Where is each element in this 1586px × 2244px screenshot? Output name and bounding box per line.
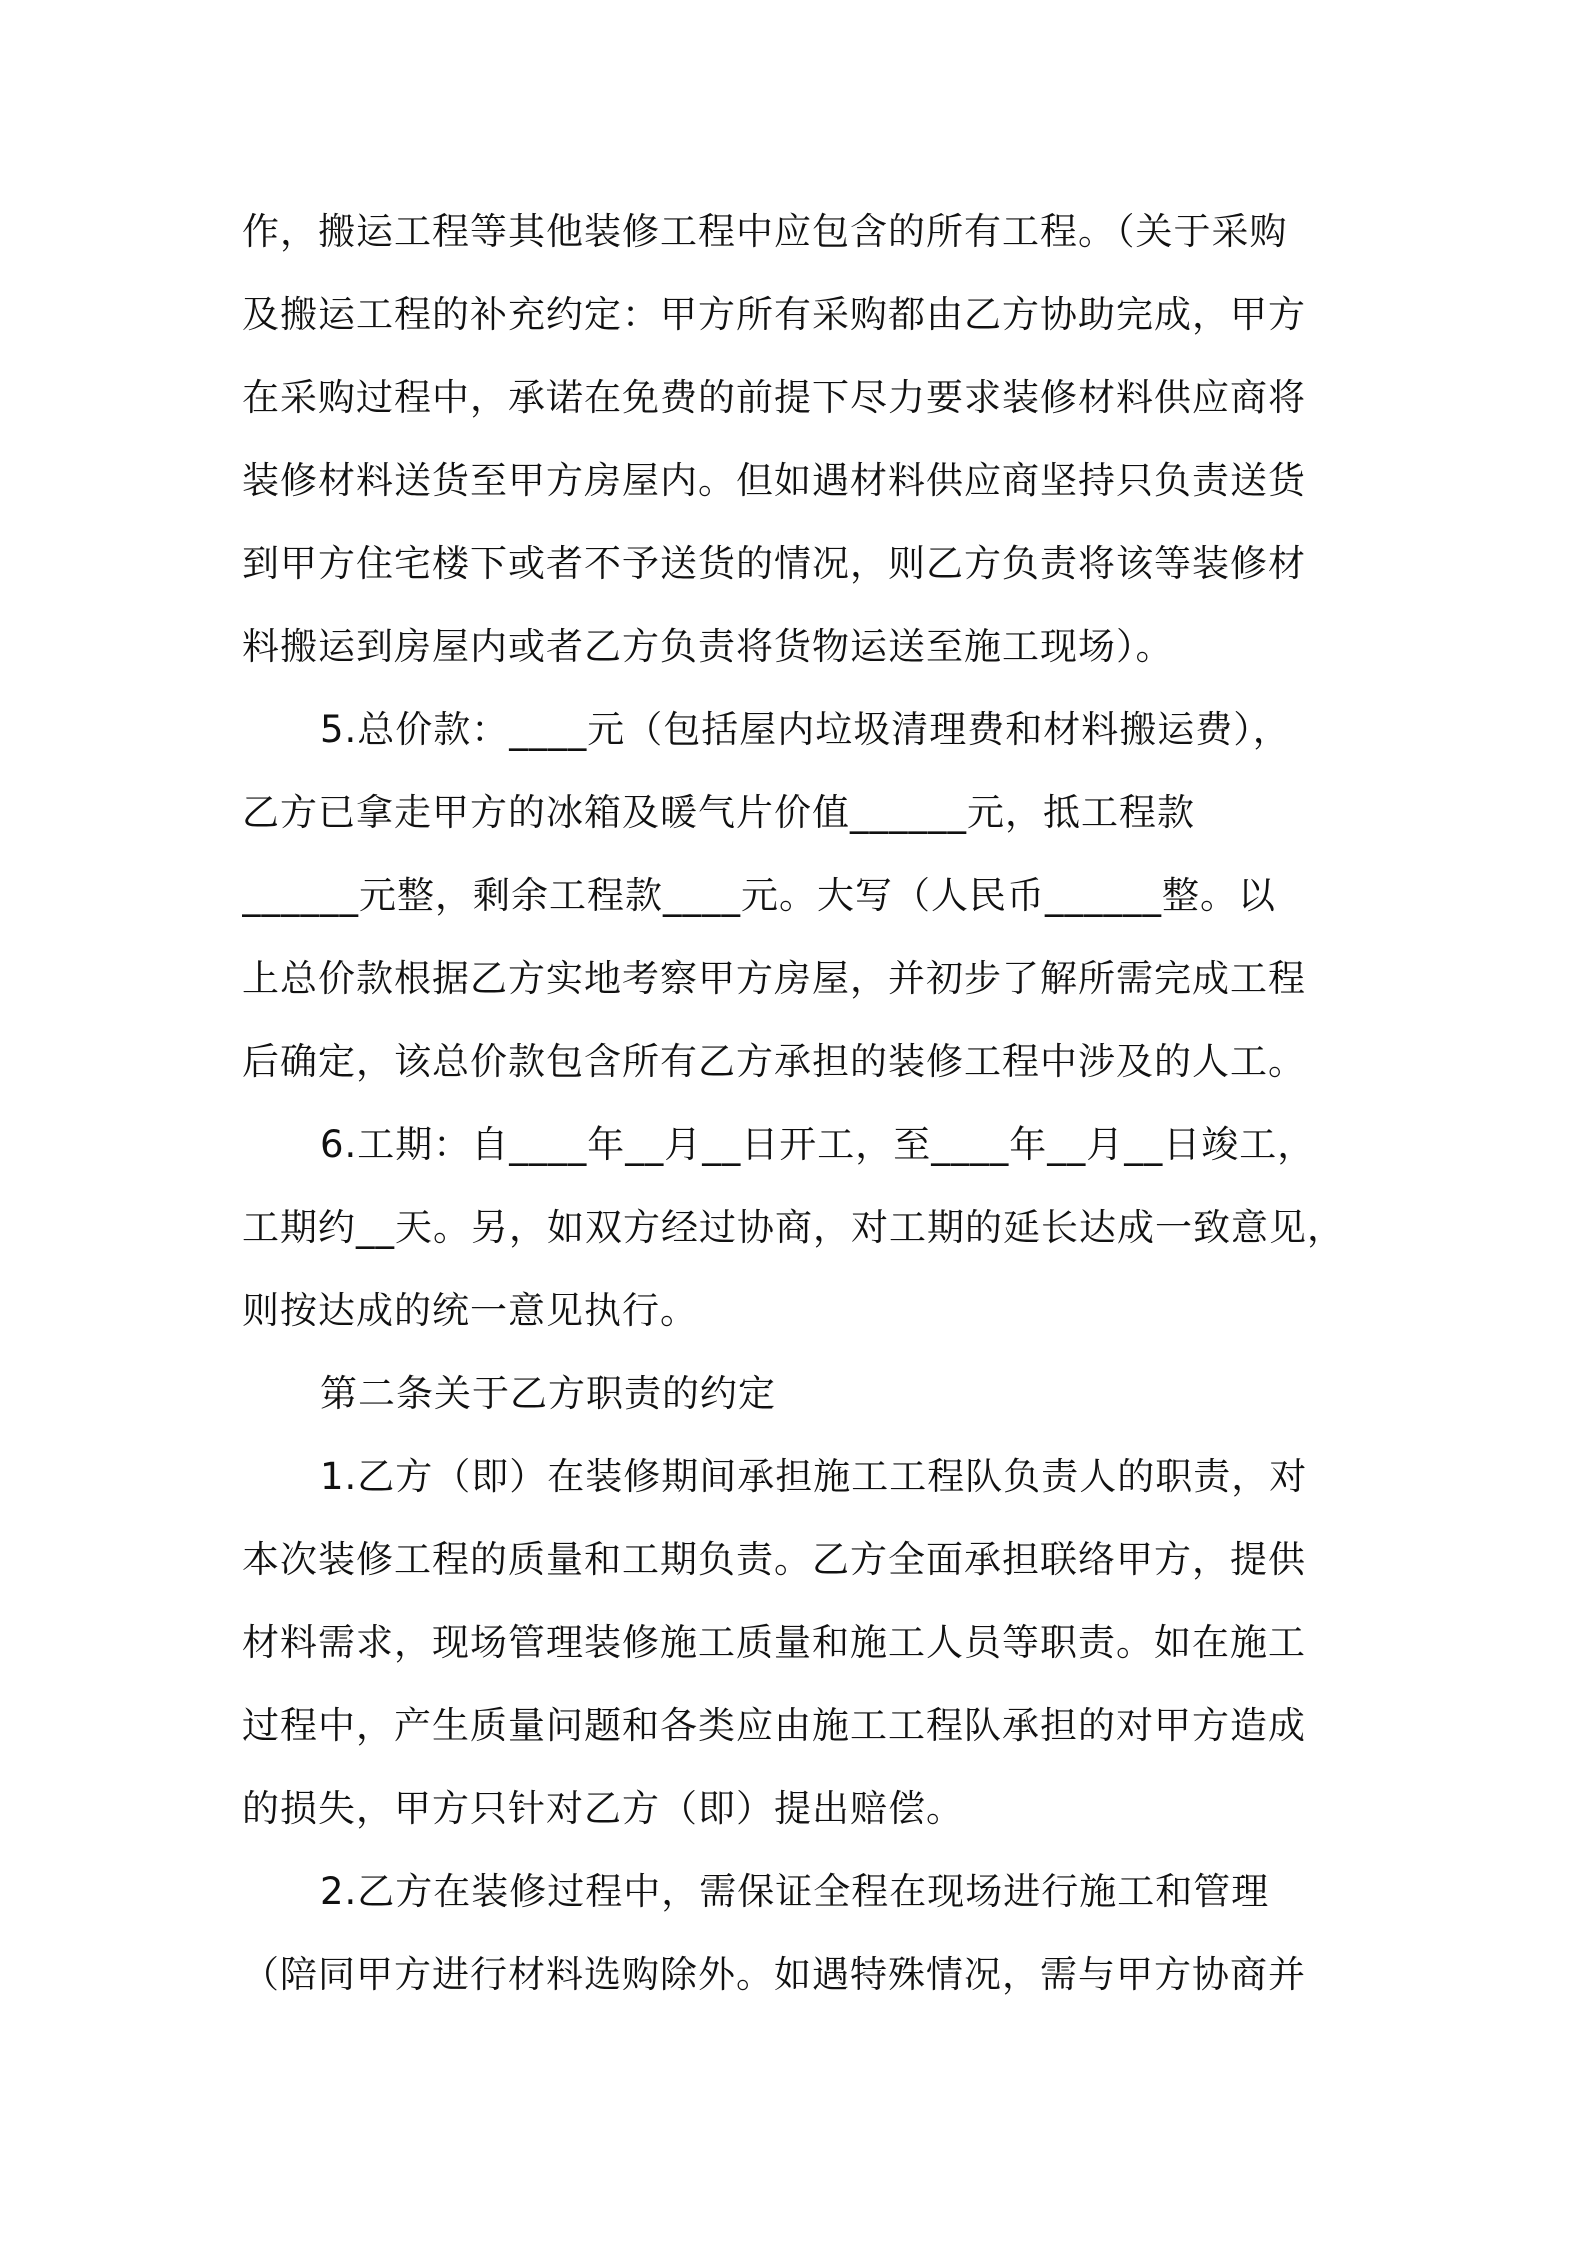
text-line: 上总价款根据乙方实地考察甲方房屋，并初步了解所需完成工程 [242,957,1306,1000]
text-line: ______元整，剩余工程款____元。大写（人民币______整。以 [242,874,1276,917]
paragraph-schedule [242,1103,1352,1352]
text-line: 的损失，甲方只针对乙方（即）提出赔偿。 [242,1787,964,1830]
text-line: 过程中，产生质量问题和各类应由施工工程队承担的对甲方造成 [242,1704,1306,1747]
text-line: 材料需求，现场管理装修施工质量和施工人员等职责。如在施工 [242,1621,1306,1664]
text-line: 在采购过程中，承诺在免费的前提下尽力要求装修材料供应商将 [242,376,1306,419]
paragraph-duty-2 [242,1850,1352,2016]
text-line: 到甲方住宅楼下或者不予送货的情况，则乙方负责将该等装修材 [242,542,1306,585]
text-line: 本次装修工程的质量和工期负责。乙方全面承担联络甲方，提供 [242,1538,1306,1581]
text-line: 6.工期：自____年__月__日开工，至____年__月__日竣工， [320,1123,1316,1166]
text-line: 工期约__天。另，如双方经过协商，对工期的延长达成一致意见， [242,1206,1345,1249]
section-heading: 第二条关于乙方职责的约定 [320,1372,776,1415]
article-heading [242,1352,1352,1435]
text-line: 装修材料送货至甲方房屋内。但如遇材料供应商坚持只负责送货 [242,459,1306,502]
paragraph-duty-1 [242,1435,1352,1850]
text-line: 1.乙方（即）在装修期间承担施工工程队负责人的职责，对 [320,1455,1308,1498]
text-line: 及搬运工程的补充约定：甲方所有采购都由乙方协助完成，甲方 [242,293,1306,336]
paragraph-scope-end [242,190,1352,688]
contract-text-body [242,190,1352,2016]
text-line: 后确定，该总价款包含所有乙方承担的装修工程中涉及的人工。 [242,1040,1306,1083]
text-line: （陪同甲方进行材料选购除外。如遇特殊情况，需与甲方协商并 [242,1953,1306,1996]
text-line: 则按达成的统一意见执行。 [242,1289,698,1332]
text-line: 2.乙方在装修过程中，需保证全程在现场进行施工和管理 [320,1870,1270,1913]
text-line: 料搬运到房屋内或者乙方负责将货物运送至施工现场）。 [242,625,1174,668]
paragraph-total-price [242,688,1352,1103]
text-line: 作，搬运工程等其他装修工程中应包含的所有工程。（关于采购 [242,210,1288,253]
text-line: 5.总价款：____元（包括屋内垃圾清理费和材料搬运费）， [320,708,1291,751]
text-line: 乙方已拿走甲方的冰箱及暖气片价值______元，抵工程款 [242,791,1195,834]
